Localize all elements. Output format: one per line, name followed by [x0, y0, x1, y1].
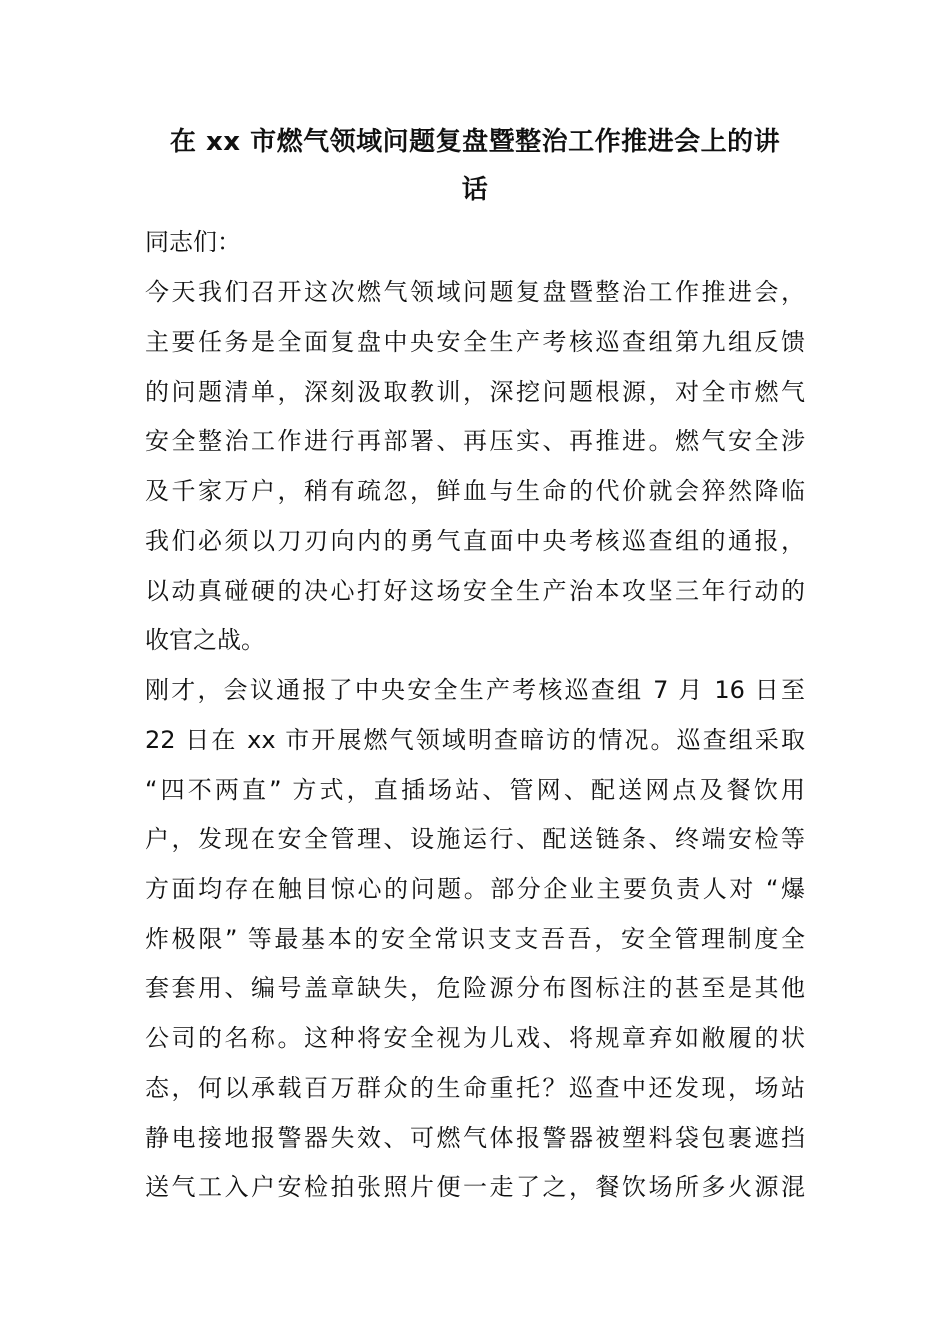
- paragraph-2-line: 静电接地报警器失效、可燃气体报警器被塑料袋包裹遮挡: [145, 1124, 805, 1152]
- paragraph-2-line: 送气工入户安检拍张照片便一走了之，餐饮场所多火源混: [145, 1173, 805, 1201]
- paragraph-2-line: 刚才，会议通报了中央安全生产考核巡查组 7 月 16 日至: [145, 676, 805, 704]
- paragraph-2-line: 户，发现在安全管理、设施运行、配送链条、终端安检等: [145, 825, 805, 853]
- paragraph-1-line: 安全整治工作进行再部署、再压实、再推进。燃气安全涉: [145, 427, 805, 455]
- paragraph-1-line: 收官之战。: [145, 626, 265, 654]
- document-title-line-1: 在 xx 市燃气领域问题复盘暨整治工作推进会上的讲: [169, 127, 781, 157]
- paragraph-2-line: 态，何以承载百万群众的生命重托？巡查中还发现，场站: [145, 1074, 805, 1102]
- paragraph-2-line: 套套用、编号盖章缺失，危险源分布图标注的甚至是其他: [145, 974, 805, 1002]
- paragraph-2-line: 22 日在 xx 市开展燃气领域明查暗访的情况。巡查组采取: [145, 726, 805, 754]
- paragraph-1-line: 的问题清单，深刻汲取教训，深挖问题根源，对全市燃气: [145, 378, 805, 406]
- paragraph-1-line: 今天我们召开这次燃气领域问题复盘暨整治工作推进会，: [145, 278, 805, 306]
- paragraph-1-line: 以动真碰硬的决心打好这场安全生产治本攻坚三年行动的: [145, 577, 805, 605]
- paragraph-1-line: 主要任务是全面复盘中央安全生产考核巡查组第九组反馈: [145, 328, 805, 356]
- document-title-line-2: 话: [461, 175, 489, 205]
- paragraph-2-line: 方面均存在触目惊心的问题。部分企业主要负责人对 “爆: [145, 875, 805, 903]
- paragraph-2-line: 公司的名称。这种将安全视为儿戏、将规章弃如敝履的状: [145, 1024, 805, 1052]
- paragraph-2-line: “四不两直” 方式，直插场站、管网、配送网点及餐饮用: [145, 776, 805, 804]
- paragraph-2-line: 炸极限” 等最基本的安全常识支支吾吾，安全管理制度全: [145, 925, 805, 953]
- salutation: 同志们：: [145, 228, 241, 256]
- paragraph-1-line: 及千家万户，稍有疏忽，鲜血与生命的代价就会猝然降临: [145, 477, 805, 505]
- paragraph-1-line: 我们必须以刀刃向内的勇气直面中央考核巡查组的通报，: [145, 527, 805, 555]
